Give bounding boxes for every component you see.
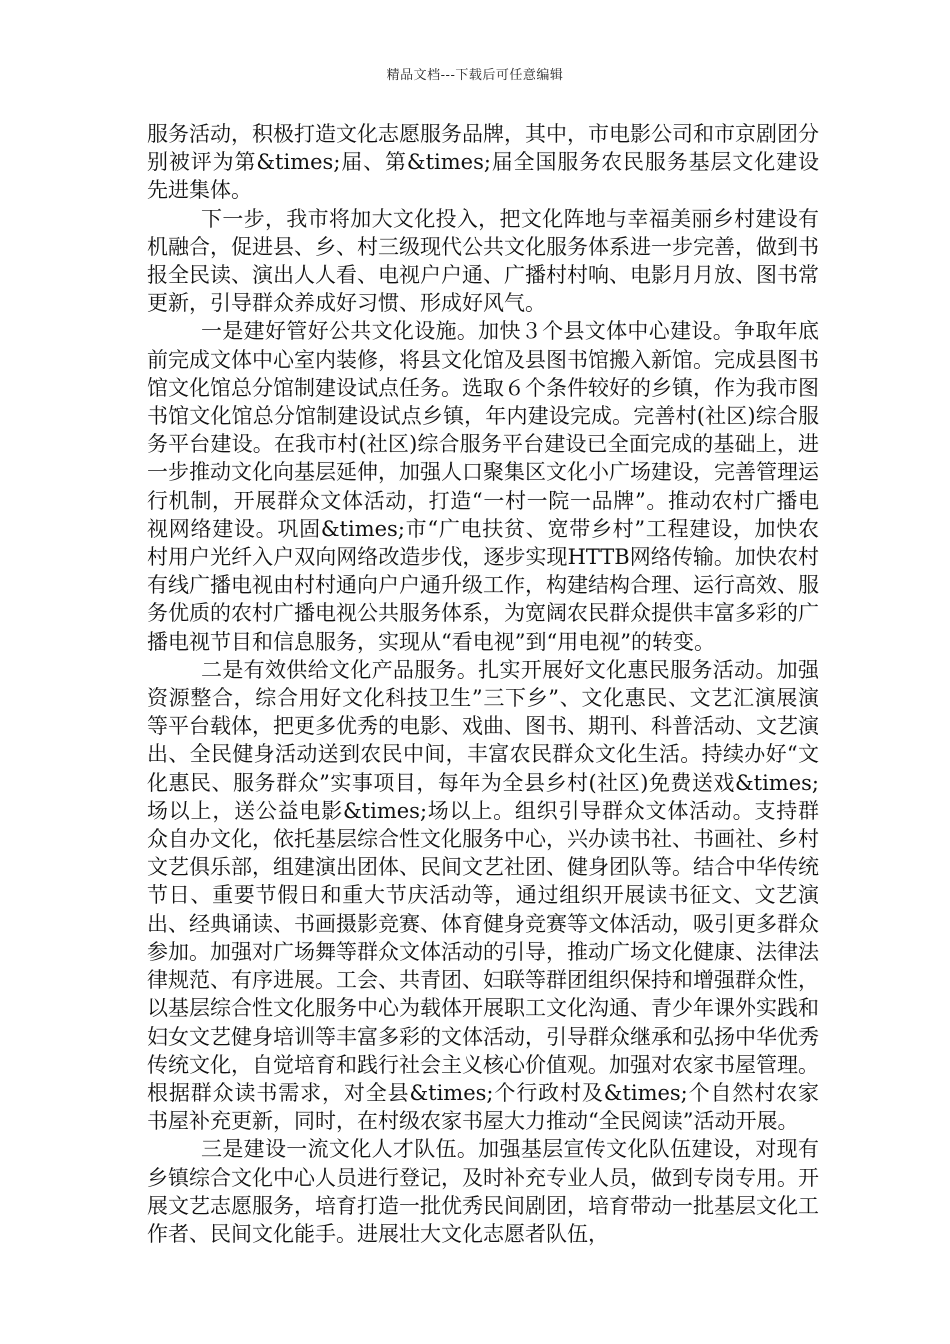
paragraph-talent-team: 三是建设一流文化人才队伍。加强基层宣传文化队伍建设，对现有乡镇综合文化中心人员进行登记，及时补充专业人员，做到专岗专用。开展文艺志愿服务，培育打造一批优秀民间剧团，培育带动一批基层文化工作者、民间文化能手。进展壮大文化志愿者队伍，: [147, 1137, 819, 1246]
paragraph-continuation: 服务活动，积极打造文化志愿服务品牌，其中，市电影公司和市京剧团分别被评为第&times;届、第&times;届全国服务农民服务基层文化建设先进集体。: [147, 122, 819, 203]
paragraph-next-step: 下一步，我市将加大文化投入，把文化阵地与幸福美丽乡村建设有机融合，促进县、乡、村三级现代公共文化服务体系进一步完善，做到书报全民读、演出人人看、电视户户通、广播村村响、电影月月放、图书常更新，引导群众养成好习惯、形成好风气。: [147, 206, 819, 316]
paragraph-facilities: 一是建好管好公共文化设施。加快３个县文体中心建设。争取年底前完成文体中心室内装修，将县文化馆及县图书馆搬入新馆。完成县图书馆文化馆总分馆制建设试点任务。选取６个条件较好的乡镇，作为我市图书馆文化馆总分馆制建设试点乡镇，年内建设完成。完善村(社区)综合服务平台建设。在我市村(社区)综合服务平台建设已全面完成的基础上，进一步推动文化向基层延伸，加强人口聚集区文化小广场建设，完善管理运行机制，开展群众文体活动，打造“一村一院一品牌”。推动农村广播电视网络建设。巩固&times;市“广电扶贫、宽带乡村”工程建设，加快农村用户光纤入户双向网络改造步伐，逐步实现HTTB网络传输。加快农村有线广播电视由村村通向户户通升级工作，构建结构合理、运行高效、服务优质的农村广播电视公共服务体系，为宽阔农民群众提供丰富多彩的广播电视节目和信息服务，实现从“看电视”到“用电视”的转变。: [147, 319, 819, 654]
paragraph-products-services: 二是有效供给文化产品服务。扎实开展好文化惠民服务活动。加强资源整合，综合用好文化科技卫生”三下乡”、文化惠民、文艺汇演展演等平台载体，把更多优秀的电影、戏曲、图书、期刊、科普活动、文艺演出、全民健身活动送到农民中间，丰富农民群众文化生活。持续办好“文化惠民、服务群众”实事项目，每年为全县乡村(社区)免费送戏&times;场以上，送公益电影&times;场以上。组织引导群众文体活动。支持群众自办文化，依托基层综合性文化服务中心，兴办读书社、书画社、乡村文艺俱乐部，组建演出团体、民间文艺社团、健身团队等。结合中华传统节日、重要节假日和重大节庆活动等，通过组织开展读书征文、文艺演出、经典诵读、书画摄影竞赛、体育健身竞赛等文体活动，吸引更多群众参加。加强对广场舞等群众文体活动的引导，推动广场文化健康、法律法律规范、有序进展。工会、共青团、妇联等群团组织保持和增强群众性，以基层综合性文化服务中心为载体开展职工文化沟通、青少年课外实践和妇女文艺健身培训等丰富多彩的文体活动，引导群众继承和弘扬中华优秀传统文化，自觉培育和践行社会主义核心价值观。加强对农家书屋管理。根据群众读书需求，对全县&times;个行政村及&times;个自然村农家书屋补充更新，同时，在村级农家书屋大力推动“全民阅读”活动开展。: [147, 657, 819, 1134]
document-body: [147, 120, 819, 1248]
page-header: 精品文档---下载后可任意编辑: [386, 68, 564, 83]
